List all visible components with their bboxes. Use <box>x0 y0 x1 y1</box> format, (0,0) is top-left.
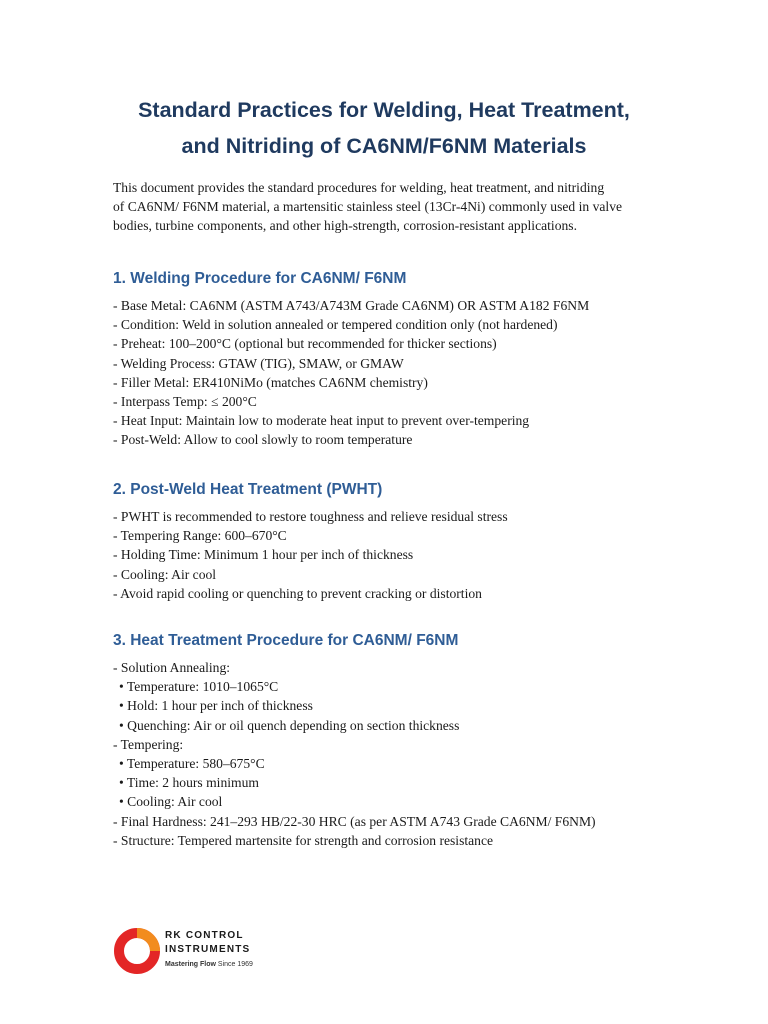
list-item: - Interpass Temp: ≤ 200°C <box>113 393 257 409</box>
list-item: - Preheat: 100–200°C (optional but recommended for thicker sections) <box>113 336 497 352</box>
section-heading: 2. Post-Weld Heat Treatment (PWHT) <box>113 481 383 498</box>
section-pwht <box>113 481 673 603</box>
logo-tagline-bold: Mastering Flow <box>165 961 216 968</box>
list-item: - Tempering Range: 600–670°C <box>113 528 287 544</box>
list-item: - Holding Time: Minimum 1 hour per inch of thickness <box>113 547 414 563</box>
intro-line: This document provides the standard procedures for welding, heat treatment, and nitriding <box>113 180 605 195</box>
list-subitem: • Cooling: Air cool <box>119 794 223 810</box>
company-logo <box>112 926 272 978</box>
section-heading: 1. Welding Procedure for CA6NM/ F6NM <box>113 270 407 287</box>
logo-tagline <box>165 961 253 968</box>
list-item: - Welding Process: GTAW (TIG), SMAW, or GMAW <box>113 355 404 371</box>
logo-ring-icon <box>112 926 162 976</box>
logo-text-line-2: INSTRUMENTS <box>165 944 251 955</box>
list-subitem: • Temperature: 580–675°C <box>119 755 265 771</box>
section-heading: 3. Heat Treatment Procedure for CA6NM/ F6NM <box>113 632 459 649</box>
list-item: - Post-Weld: Allow to cool slowly to room temperature <box>113 432 413 448</box>
list-subitem: • Temperature: 1010–1065°C <box>119 679 279 695</box>
list-item: - Tempering: <box>113 736 184 752</box>
document-title <box>0 92 768 164</box>
title-line-1: Standard Practices for Welding, Heat Treatment, <box>138 98 630 122</box>
list-item: - Solution Annealing: <box>113 660 231 675</box>
list-item: - Final Hardness: 241–293 HB/22-30 HRC (as per ASTM A743 Grade CA6NM/ F6NM) <box>113 813 596 829</box>
title-line-2: and Nitriding of CA6NM/F6NM Materials <box>181 134 587 158</box>
list-item: - Cooling: Air cool <box>113 566 217 582</box>
list-subitem: • Hold: 1 hour per inch of thickness <box>119 698 313 714</box>
list-item: - Filler Metal: ER410NiMo (matches CA6NM chemistry) <box>113 374 428 390</box>
intro-paragraph <box>113 178 658 235</box>
list-subitem: • Quenching: Air or oil quench depending on section thickness <box>119 717 460 733</box>
intro-line: of CA6NM/ F6NM material, a martensitic stainless steel (13Cr-4Ni) commonly used in valve <box>113 199 623 214</box>
logo-text-line-1: RK CONTROL <box>165 930 244 941</box>
list-item: - Structure: Tempered martensite for strength and corrosion resistance <box>113 832 494 848</box>
intro-line: bodies, turbine components, and other high-strength, corrosion-resistant applications. <box>113 218 577 233</box>
list-item: - Avoid rapid cooling or quenching to prevent cracking or distortion <box>113 585 482 601</box>
section-heat-treatment-procedure <box>113 632 673 850</box>
list-subitem: • Time: 2 hours minimum <box>119 775 259 791</box>
section-welding-procedure <box>113 270 673 450</box>
list-item: - PWHT is recommended to restore toughness and relieve residual stress <box>113 509 508 524</box>
list-item: - Condition: Weld in solution annealed or tempered condition only (not hardened) <box>113 317 558 333</box>
section-list <box>113 296 673 450</box>
list-item: - Base Metal: CA6NM (ASTM A743/A743M Grade CA6NM) OR ASTM A182 F6NM <box>113 298 590 313</box>
section-list <box>113 658 673 850</box>
logo-tagline-rest: Since 1969 <box>215 961 253 968</box>
list-item: - Heat Input: Maintain low to moderate heat input to prevent over-tempering <box>113 413 530 429</box>
section-list <box>113 507 673 603</box>
